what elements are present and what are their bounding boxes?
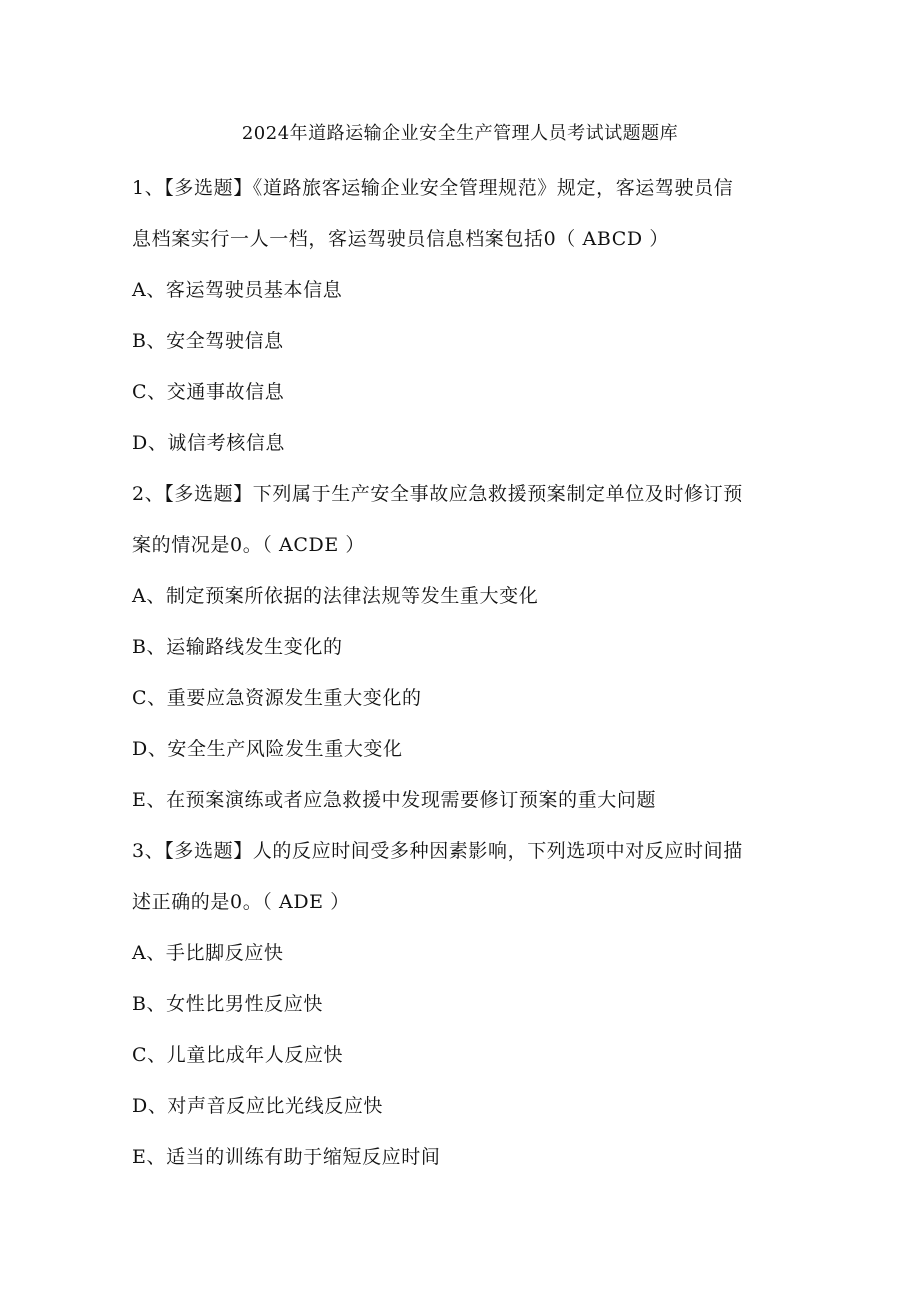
answer-option: C、交通事故信息: [132, 381, 285, 403]
question-list: [132, 168, 782, 1188]
question-stem-line: 述正确的是0。（ ADE ）: [132, 891, 350, 913]
answer-option: C、儿童比成年人反应快: [132, 1044, 344, 1066]
answer-option: C、重要应急资源发生重大变化的: [132, 687, 422, 709]
question-stem-line: 案的情况是0。（ ACDE ）: [132, 534, 366, 556]
answer-option: D、安全生产风险发生重大变化: [132, 738, 403, 760]
answer-option: B、女性比男性反应快: [132, 993, 323, 1015]
document-title: 2024年道路运输企业安全生产管理人员考试试题题库: [241, 123, 679, 144]
answer-option: A、客运驾驶员基本信息: [132, 279, 343, 301]
question-stem-line: 息档案实行一人一档，客运驾驶员信息档案包括0（ ABCD ）: [132, 228, 669, 250]
question-1: [132, 168, 782, 474]
answer-option: A、手比脚反应快: [132, 942, 284, 964]
answer-option: D、对声音反应比光线反应快: [132, 1095, 384, 1117]
question-stem-line: 2、【多选题】下列属于生产安全事故应急救援预案制定单位及时修订预: [132, 483, 743, 505]
answer-option: A、制定预案所依据的法律法规等发生重大变化: [132, 585, 539, 607]
question-stem-line: 3、【多选题】人的反应时间受多种因素影响，下列选项中对反应时间描: [132, 840, 743, 862]
answer-option: B、运输路线发生变化的: [132, 636, 343, 658]
answer-option: D、诚信考核信息: [132, 432, 286, 454]
answer-option: B、安全驾驶信息: [132, 330, 284, 352]
question-stem-line: 1、【多选题】《道路旅客运输企业安全管理规范》规定，客运驾驶员信: [132, 177, 734, 199]
answer-option: E、适当的训练有助于缩短反应时间: [132, 1146, 441, 1168]
question-2: [132, 474, 782, 831]
question-3: [132, 831, 782, 1188]
answer-option: E、在预案演练或者应急救援中发现需要修订预案的重大问题: [132, 789, 657, 811]
